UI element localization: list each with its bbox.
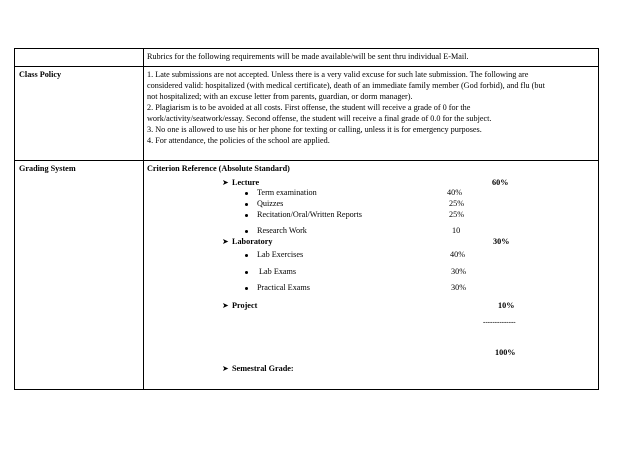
arrow-bullet-icon: ➤ [222,364,229,373]
lab-item-weight: 30% [451,267,467,276]
bullet-dot-icon [245,271,248,274]
policy-line: work/activity/seatwork/essay. Second offense, the student will receive a final grade of 0.0 for the subject. [147,114,492,123]
lecture-percent: 60% [492,178,509,187]
policy-line: 2. Plagiarism is to be avoided at all costs. First offense, the student will receive a grade of 0 for the [147,103,471,112]
grading-label-cell [15,161,144,390]
laboratory-label: Laboratory [232,237,273,246]
lecture-item-name: Recitation/Oral/Written Reports [257,210,362,219]
lecture-item-weight: 10 [452,226,461,235]
policy-line: not hospitalized; with an excuse letter from parents, guardian, or dorm manager). [147,92,413,101]
laboratory-percent: 30% [493,237,510,246]
lecture-item-weight: 25% [449,210,465,219]
project-percent: 10% [498,301,515,310]
lecture-item-name: Research Work [257,226,307,235]
rubrics-label-cell [15,49,144,67]
lab-item-name: Practical Exams [257,283,310,292]
lab-item-weight: 40% [450,250,466,259]
total-rule: -------------- [483,318,516,326]
policy-line: 3. No one is allowed to use his or her phone for texting or calling, unless it is for emergency purposes. [147,125,482,134]
policy-line: 4. For attendance, the policies of the school are applied. [147,136,330,145]
bullet-dot-icon [245,287,248,290]
grading-content-cell [144,161,599,390]
bullet-dot-icon [245,254,248,257]
total-percent: 100% [495,348,516,357]
bullet-dot-icon [245,230,248,233]
lab-item-weight: 30% [451,283,467,292]
arrow-bullet-icon: ➤ [222,178,229,187]
lecture-item-weight: 25% [449,199,465,208]
syllabus-table [14,48,599,390]
class-policy-text [144,67,598,148]
rubrics-row [15,49,599,67]
grading-content [144,161,598,389]
lab-item-name: Lab Exams [257,267,297,276]
class-policy-content-cell [144,67,599,161]
class-policy-label: Class Policy [19,70,62,79]
arrow-bullet-icon: ➤ [222,237,229,246]
class-policy-row [15,67,599,161]
arrow-bullet-icon: ➤ [222,301,229,310]
rubrics-text: Rubrics for the following requirements will be made available/will be sent thru individual E-Mail. [147,52,469,61]
lecture-label: Lecture [232,178,260,187]
bullet-dot-icon [245,214,248,217]
class-policy-label-cell [15,67,144,161]
lecture-item-name: Term examination [257,188,317,197]
bullet-dot-icon [245,192,248,195]
grading-system-label: Grading System [19,164,76,173]
policy-line: 1. Late submissions are not accepted. Unless there is a very valid excuse for such late submission. The following are [147,70,529,79]
grading-system-row [15,161,599,390]
lab-item-name: Lab Exercises [257,250,304,259]
project-label: Project [232,301,258,310]
policy-line: considered valid: hospitalized (with medical certificate), death of an immediate family member (God forbid), and flu (but [147,81,545,90]
bullet-dot-icon [245,203,248,206]
rubrics-content-cell [144,49,599,67]
semestral-grade-label: Semestral Grade: [232,364,294,373]
criterion-heading: Criterion Reference (Absolute Standard) [147,164,290,173]
lecture-item-weight: 40% [447,188,463,197]
lecture-item-name: Quizzes [257,199,284,208]
